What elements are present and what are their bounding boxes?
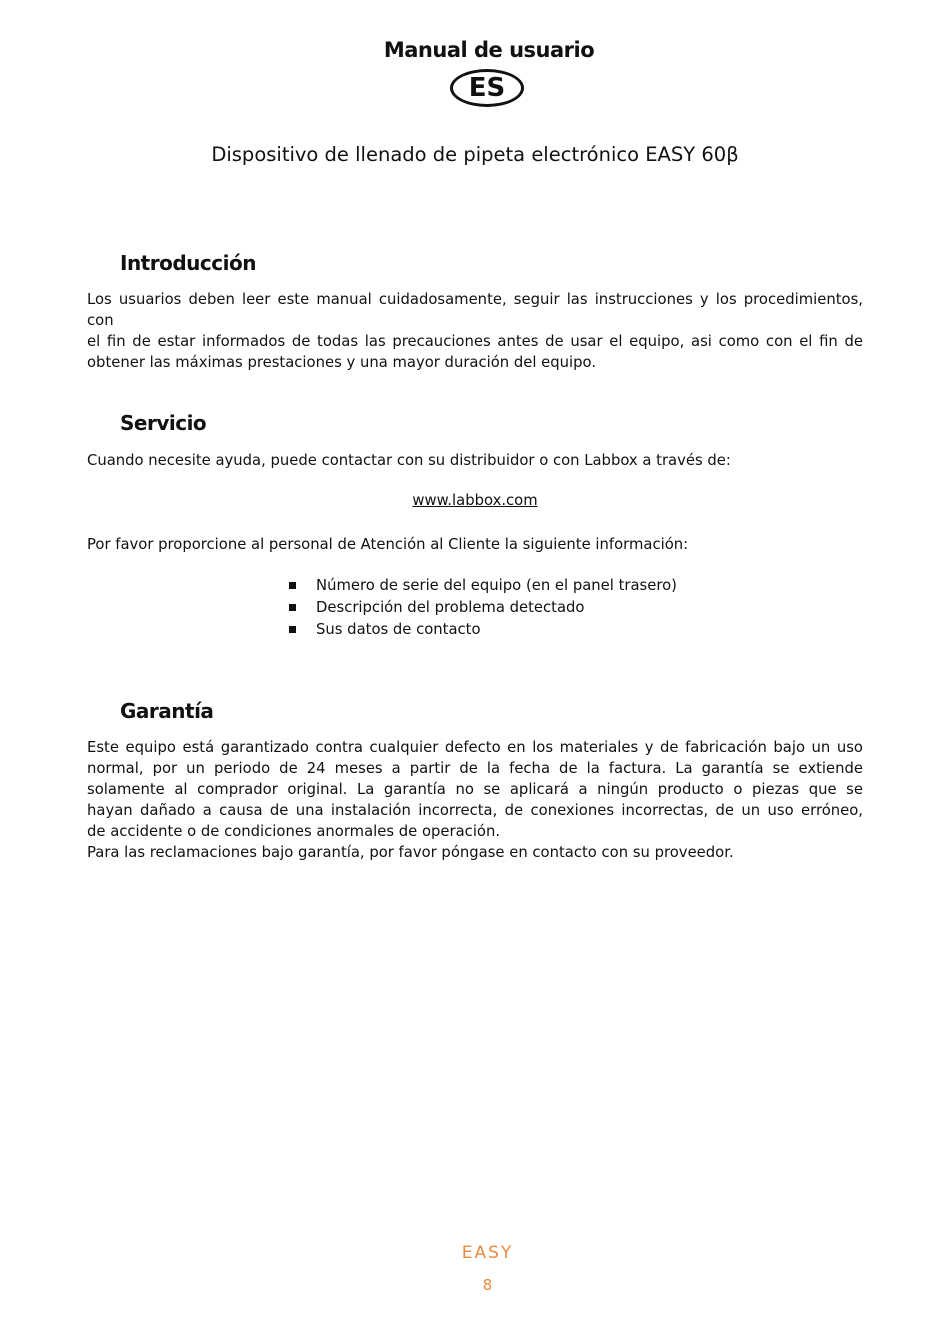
- warranty-paragraph: [87, 737, 863, 863]
- square-bullet-icon: [289, 626, 296, 633]
- labbox-link[interactable]: www.labbox.com: [412, 492, 538, 509]
- paragraph-line: Cuando necesite ayuda, puede contactar con su distribuidor o con Labbox a través de:: [87, 452, 731, 469]
- paragraph-line: obtener las máximas prestaciones y una mayor duración del equipo.: [87, 354, 597, 371]
- paragraph-line: normal, por un periodo de 24 meses a partir de la fecha de la factura. La garantía se extiende: [87, 760, 863, 777]
- square-bullet-icon: [289, 604, 296, 611]
- square-bullet-icon: [289, 582, 296, 589]
- paragraph-line: Para las reclamaciones bajo garantía, por favor póngase en contacto con su proveedor.: [87, 844, 734, 861]
- document-subtitle: Dispositivo de llenado de pipeta electrónico EASY 60β: [211, 143, 739, 166]
- service-intro: [87, 450, 863, 471]
- language-badge: [450, 69, 524, 107]
- paragraph-line: Por favor proporcione al personal de Atención al Cliente la siguiente información:: [87, 536, 689, 553]
- service-request: [87, 534, 863, 555]
- paragraph-line: Los usuarios deben leer este manual cuidadosamente, seguir las instrucciones y los procedimientos, con: [87, 291, 863, 329]
- list-item-text: Sus datos de contacto: [316, 621, 481, 638]
- paragraph-line: Este equipo está garantizado contra cualquier defecto en los materiales y de fabricación bajo un uso: [87, 739, 863, 756]
- manual-title: Manual de usuario: [383, 38, 595, 62]
- paragraph-line: el fin de estar informados de todas las precauciones antes de usar el equipo, asi como con el fin de: [87, 333, 863, 350]
- list-item: [288, 619, 677, 641]
- footer-easy-logo: EASY: [461, 1243, 514, 1263]
- info-bullet-list: [288, 575, 677, 641]
- intro-paragraph: [87, 289, 863, 373]
- section-heading-introduccion: Introducción: [120, 251, 256, 275]
- section-heading-garantia: Garantía: [120, 699, 214, 723]
- section-heading-servicio: Servicio: [120, 411, 207, 435]
- list-item: [288, 597, 677, 619]
- paragraph-line: de accidente o de condiciones anormales de operación.: [87, 823, 501, 840]
- list-item-text: Número de serie del equipo (en el panel trasero): [316, 577, 677, 594]
- paragraph-line: hayan dañado a causa de una instalación incorrecta, de conexiones incorrectas, de un uso erróneo,: [87, 802, 863, 819]
- page-number: 8: [482, 1276, 493, 1294]
- paragraph-line: solamente al comprador original. La garantía no se aplicará a ningún producto o piezas que se: [87, 781, 863, 798]
- language-badge-label: ES: [468, 73, 506, 103]
- list-item-text: Descripción del problema detectado: [316, 599, 585, 616]
- list-item: [288, 575, 677, 597]
